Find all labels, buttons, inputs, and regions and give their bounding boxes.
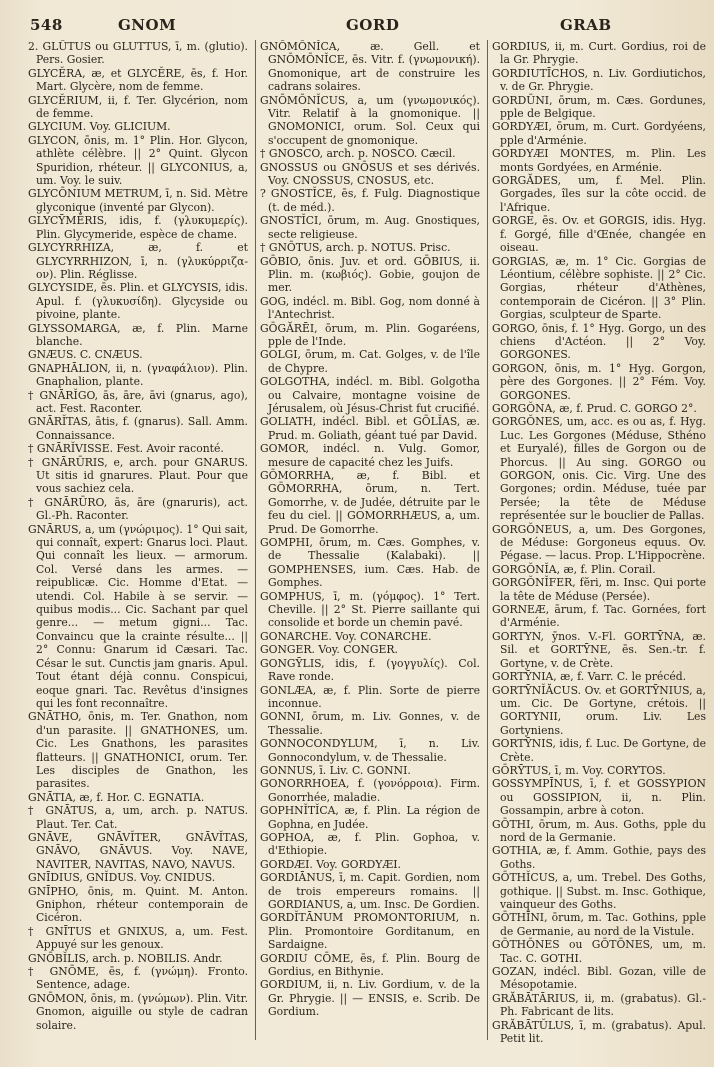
dictionary-entry: GORGŎNEUS, a, um. Des Gorgones, de Méduse: Gorgoneus equus. Ov. Pégase. — lacus. Prop. L'Hippocrène.: [492, 522, 706, 563]
dictionary-entry: GOLGOTHA, indécl. m. Bibl. Golgotha ou Calvaire, montagne voisine de Jérusalem, où Jésus-Christ fut crucifié.: [260, 375, 480, 415]
dictionary-entry: GNŌMŌNĬCA, æ. Gell. et GNŌMŌNĬCE, ēs. Vitr. f. (γνωμονική). Gnomonique, art de construire les cadrans solaires.: [260, 40, 480, 94]
dictionary-entry: GORDIU CŌME, ēs, f. Plin. Bourg de Gordius, en Bithynie.: [260, 951, 480, 979]
dictionary-entry: † GNĀRĬVISSE. Fest. Avoir raconté.: [28, 442, 224, 456]
dictionary-entry: GOLGI, ōrum, m. Cat. Golges, v. de l'île de Chypre.: [260, 348, 480, 375]
dictionary-entry: GONGȲLIS, idis, f. (γογγυλίς). Col. Rave ronde.: [260, 656, 480, 684]
dictionary-entry: GRĂBĀTĀRIUS, ii, m. (grabatus). Gl.-Ph. Fabricant de lits.: [492, 991, 706, 1019]
dictionary-entry: GONGER. Voy. CONGER.: [260, 643, 398, 657]
dictionary-entry: GOTHIA, æ, f. Amm. Gothie, pays des Goths.: [492, 844, 706, 871]
dictionary-entry: GONLÆA, æ, f. Plin. Sorte de pierre inconnue.: [260, 683, 480, 710]
dictionary-entry: GŌTHŌNES ou GŌTŌNES, um, m. Tac. C. GOTHI.: [492, 938, 706, 965]
dictionary-entry: GOMPHI, ōrum, m. Cæs. Gomphes, v. de Thessalie (Kalabaki). || GOMPHENSES, ium. Cæs. Hab. de Gomphes.: [260, 536, 480, 590]
column-3: [492, 40, 706, 1050]
dictionary-entry: GNĀTHO, ōnis, m. Ter. Gnathon, nom d'un parasite. || GNATHONES, um. Cic. Les Gnathons, les parasites flatteurs. || GNATHONICI, orum. Ter. Les disciples de Gnathon, les parasites.: [28, 710, 248, 791]
dictionary-entry: GLYCYSIDE, ēs. Plin. et GLYCYSIS, idis. Apul. f. (γλυκυσίδη). Glycyside ou pivoine, plante.: [28, 281, 248, 322]
dictionary-entry: GNŌBĬLIS, arch. p. NOBILIS. Andr.: [28, 951, 223, 965]
dictionary-entry: GOZAN, indécl. Bibl. Gozan, ville de Mésopotamie.: [492, 965, 706, 992]
page-number: 548: [30, 16, 63, 34]
dictionary-entry: † GNĪTUS et GNIXUS, a, um. Fest. Appuyé sur les genoux.: [28, 924, 248, 952]
dictionary-entry: GOMOR, indécl. n. Vulg. Gomor, mesure de capacité chez les Juifs.: [260, 442, 480, 469]
dictionary-entry: GŌMORRHA, æ, f. Bibl. et GŌMORRHA, ōrum, n. Tert. Gomorrhe, v. de Judée, détruite par le feu du ciel. || GOMORRHÆUS, a, um. Prud. De Gomorrhe.: [260, 469, 480, 536]
dictionary-entry: GNĀVE, GNĀVĬTER, GNĀVĬTAS, GNĀVO, GNĀVUS. Voy. NAVE, NAVITER, NAVITAS, NAVO, NAVUS.: [28, 830, 248, 871]
dictionary-entry: GORDÆI. Voy. GORDYÆI.: [260, 857, 401, 871]
dictionary-entry: GORTYN, ȳnos. V.-Fl. GORTȲNA, æ. Sil. et GORTȲNE, ēs. Sen.-tr. f. Gortyne, v. de Crète.: [492, 629, 706, 670]
dictionary-entry: GOSSYMPĪNUS, ī, f. et GOSSYPION ou GOSSIPION, ii, n. Plin. Gossampin, arbre à coton.: [492, 777, 706, 818]
dictionary-entry: † GNĀRĬGO, ās, āre, āvi (gnarus, ago), act. Fest. Raconter.: [28, 388, 248, 415]
dictionary-entry: GOG, indécl. m. Bibl. Gog, nom donné à l'Antechrist.: [260, 294, 480, 322]
running-header: [28, 16, 704, 40]
dictionary-entry: GLYSSOMARGA, æ, f. Plin. Marne blanche.: [28, 321, 248, 348]
dictionary-entry: GORGE, ēs. Ov. et GORGIS, idis. Hyg. f. Gorgé, fille d'Œnée, changée en oiseau.: [492, 214, 706, 255]
column-2: [260, 40, 480, 1050]
dictionary-entry: GNOSTĬCI, ōrum, m. Aug. Gnostiques, secte religieuse.: [260, 214, 480, 241]
dictionary-entry: GORDŪNI, ōrum, m. Cæs. Gordunes, pple de Belgique.: [492, 93, 706, 121]
dictionary-entry: GŌBIO, ōnis. Juv. et ord. GŌBIUS, ii. Plin. m. (κωβιός). Gobie, goujon de mer.: [260, 254, 480, 295]
dictionary-entry: GŌTHI, ōrum, m. Aus. Goths, pple du nord de la Germanie.: [492, 817, 706, 844]
dictionary-entry: GONNI, ōrum, m. Liv. Gonnes, v. de Thessalie.: [260, 710, 480, 737]
dictionary-entry: GORGIAS, æ, m. 1° Cic. Gorgias de Léontium, célèbre sophiste. || 2° Cic. Gorgias, rhéteur d'Athènes, contemporain de Cicéron. || 3° Plin. Gorgias, sculpteur de Sparte.: [492, 254, 706, 322]
dictionary-entry: GLYCON, ōnis, m. 1° Plin. Hor. Glycon, athlète célèbre. || 2° Quint. Glycon Spuridion, rhéteur. || GLYCONIUS, a, um. Voy. le suiv.: [28, 133, 248, 188]
dictionary-entry: GLYCŌNIUM METRUM, ī, n. Sid. Mètre glyconique (inventé par Glycon).: [28, 187, 248, 214]
dictionary-entry: † GNŌTUS, arch. p. NOTUS. Prisc.: [260, 241, 451, 255]
dictionary-entry: GORDIĀNUS, ī, m. Capit. Gordien, nom de trois empereurs romains. || GORDIANUS, a, um. Insc. De Gordien.: [260, 871, 480, 911]
dictionary-entry: GNĀTIA, æ, f. Hor. C. EGNATIA.: [28, 790, 205, 804]
dictionary-entry: GORTȲNĬĂCUS. Ov. et GORTȲNIUS, a, um. Cic. De Gortyne, crétois. || GORTYNII, orum. Liv. Les Gortyniens.: [492, 683, 706, 737]
dictionary-entry: GLYCȲMĔRIS, idis, f. (γλυκυμερίς). Plin. Glycymeride, espèce de chame.: [28, 214, 248, 241]
dictionary-entry: GNŌMŌNĬCUS, a, um (γνωμονικός). Vitr. Relatif à la gnomonique. || GNOMONICI, orum. Sol. Ceux qui s'occupent de gnomonique.: [260, 93, 480, 147]
dictionary-entry: GLYCĔRIUM, ii, f. Ter. Glycérion, nom de femme.: [28, 93, 248, 121]
dictionary-entry: GLYCĔRA, æ, et GLYCĔRE, ēs, f. Hor. Mart. Glycère, nom de femme.: [28, 66, 248, 94]
column-1: [28, 40, 248, 1050]
dictionary-entry: GNĀRĬTAS, ātis, f. (gnarus). Sall. Amm. Connaissance.: [28, 415, 248, 442]
dictionary-entry: † GNĀTUS, a, um, arch. p. NATUS. Plaut. Ter. Cat.: [28, 804, 248, 831]
dictionary-entry: GORGŎNES, um, acc. es ou as, f. Hyg. Luc. Les Gorgones (Méduse, Sthéno et Euryalé), filles de Gorgon ou de Phorcus. || Au sing. GORGO ou GORGON, onis. Cic. Virg. Une des Gorgones; ordin. Méduse, tuée par Persée; la tête de Méduse représentée sur le bouclier de Pallas.: [492, 415, 706, 523]
header-middle-word: GORD: [346, 16, 400, 34]
dictionary-entry: GNĪPHO, ōnis, m. Quint. M. Anton. Gniphon, rhéteur contemporain de Cicéron.: [28, 884, 248, 925]
dictionary-entry: GORDIUM, ii, n. Liv. Gordium, v. de la Gr. Phrygie. || — ENSIS, e. Scrib. De Gordium.: [260, 978, 480, 1019]
dictionary-entry: GORGON, ōnis, m. 1° Hyg. Gorgon, père des Gorgones. || 2° Fém. Voy. GORGONES.: [492, 361, 706, 402]
dictionary-entry: GORGŎNĬA, æ, f. Plin. Corail.: [492, 562, 656, 576]
dictionary-entry: GOMPHUS, ī, m. (γόμφος). 1° Tert. Cheville. || 2° St. Pierre saillante qui consolide et borde un chemin pavé.: [260, 589, 480, 630]
dictionary-entry: † GNĀRŪRO, ās, āre (gnaruris), act. Gl.-Ph. Raconter.: [28, 495, 248, 523]
dictionary-entry: GLYCYRRHIZA, æ, f. et GLYCYRRHIZON, ī, n. (γλυκύρριζα-ον). Plin. Réglisse.: [28, 241, 248, 281]
dictionary-entry: GORGO, ōnis, f. 1° Hyg. Gorgo, un des chiens d'Actéon. || 2° Voy. GORGONES.: [492, 321, 706, 362]
dictionary-entry: GORTȲNIS, idis, f. Luc. De Gortyne, de Crète.: [492, 737, 706, 764]
dictionary-entry: GORDYÆI MONTES, m. Plin. Les monts Gordyées, en Arménie.: [492, 147, 706, 174]
dictionary-entry: GORGŎNA, æ, f. Prud. C. GORGO 2°.: [492, 401, 697, 415]
dictionary-entry: GORNEÆ, ārum, f. Tac. Gornées, fort d'Arménie.: [492, 603, 706, 630]
dictionary-entry: GNĪDIUS, GNĬDUS. Voy. CNIDUS.: [28, 871, 216, 885]
dictionary-entry: GORTȲNIA, æ, f. Varr. C. le précéd.: [492, 670, 687, 684]
dictionary-entry: GNŌMON, ōnis, m. (γνώμων). Plin. Vitr. Gnomon, aiguille ou style de cadran solaire.: [28, 991, 248, 1032]
dictionary-entry: GNÆUS. C. CNÆUS.: [28, 348, 143, 362]
dictionary-entry: GŌRȲTUS, ī, m. Voy. CORYTOS.: [492, 763, 666, 777]
dictionary-entry: GONNUS, ī. Liv. C. GONNI.: [260, 763, 411, 777]
dictionary-entry: GNOSSUS ou GNŌSUS et ses dérivés. Voy. CNOSSUS, CNOSUS, etc.: [260, 160, 480, 188]
dictionary-entry: GORDĬTĀNUM PROMONTORIUM, n. Plin. Promontoire Gorditanum, en Sardaigne.: [260, 911, 480, 952]
dictionary-entry: GORGŎNĬFER, fĕri, m. Insc. Qui porte la tête de Méduse (Persée).: [492, 576, 706, 603]
header-right-word: GRAB: [560, 16, 612, 34]
dictionary-entry: GŌTHĪNI, ōrum, m. Tac. Gothins, pple de Germanie, au nord de la Vistule.: [492, 911, 706, 938]
dictionary-entry: † GNOSCO, arch. p. NOSCO. Cæcil.: [260, 147, 456, 161]
dictionary-entry: GORDIUTĪCHOS, n. Liv. Gordiutichos, v. de Gr. Phrygie.: [492, 66, 706, 94]
dictionary-entry: GOLIATH, indécl. Bibl. et GŌLĬAS, æ. Prud. m. Goliath, géant tué par David.: [260, 415, 480, 442]
dictionary-entry: GORDIUS, ii, m. Curt. Gordius, roi de la Gr. Phrygie.: [492, 40, 706, 67]
dictionary-entry: GNAPHĀLION, ii, n. (γναφάλιον). Plin. Gnaphalion, plante.: [28, 361, 248, 389]
dictionary-entry: † GNŌME, ēs, f. (γνώμη). Fronto. Sentence, adage.: [28, 965, 248, 992]
dictionary-entry: GRĂBĀTŬLUS, ī, m. (grabatus). Apul. Petit lit.: [492, 1018, 706, 1046]
dictionary-entry: GŌTHĬCUS, a, um. Trebel. Des Goths, gothique. || Subst. m. Insc. Gothique, vainqueur des Goths.: [492, 871, 706, 911]
dictionary-entry: GONNOCONDYLUM, ī, n. Liv. Gonnocondylum, v. de Thessalie.: [260, 737, 480, 764]
dictionary-entry: GONORRHOEA, f. (γονόρροια). Firm. Gonorrhée, maladie.: [260, 777, 480, 804]
dictionary-entry: GŌGĂRĒI, ōrum, m. Plin. Gogaréens, pple de l'Inde.: [260, 321, 480, 348]
header-left-word: GNOM: [118, 16, 177, 34]
dictionary-entry: GOPHOA, æ, f. Plin. Gophoa, v. d'Ethiopie.: [260, 830, 480, 858]
dictionary-entry: GLYCIUM. Voy. GLICIUM.: [28, 120, 171, 134]
dictionary-entry: GOPHNĬTĬCA, æ, f. Plin. La région de Gophna, en Judée.: [260, 804, 480, 831]
dictionary-entry: GORDYÆI, ōrum, m. Curt. Gordyéens, pple d'Arménie.: [492, 120, 706, 147]
text-columns: [28, 40, 708, 1050]
dictionary-entry: GONARCHE. Voy. CONARCHE.: [260, 629, 432, 643]
dictionary-entry: GNĀRUS, a, um (γνώριμος). 1° Qui sait, qui connaît, expert: Gnarus loci. Plaut. Qui connaît les lieux. — armorum. Col. Versé dans les armes. — reipublicæ. Cic. Homme d'Etat. — utendi. Col. Habile à se servir. — quibus modis... Cic. Sachant par quel genre... — metum gigni... Tac. Convaincu que la crainte résulte... || 2° Connu: Gnarum id Cæsari. Tac. César le sut. Cunctis jam gnaris. Apul. Tout étant déjà connu. Conspicui, eoque gnari. Tac. Revêtus d'insignes qui les font reconnaître.: [28, 522, 248, 710]
dictionary-entry: † GNĀRŪRIS, e, arch. pour GNARUS. Ut sitis id gnarures. Plaut. Pour que vous sachiez cela.: [28, 455, 248, 496]
dictionary-entry: ? GNOSTĬCE, ēs, f. Fulg. Diagnostique (t. de méd.).: [260, 187, 480, 214]
dictionary-entry: GORGĂDES, um, f. Mel. Plin. Gorgades, îles sur la côte occid. de l'Afrique.: [492, 174, 706, 214]
dictionary-entry: 2. GLŪTUS ou GLUTTUS, ī, m. (glutio). Pers. Gosier.: [28, 40, 248, 67]
